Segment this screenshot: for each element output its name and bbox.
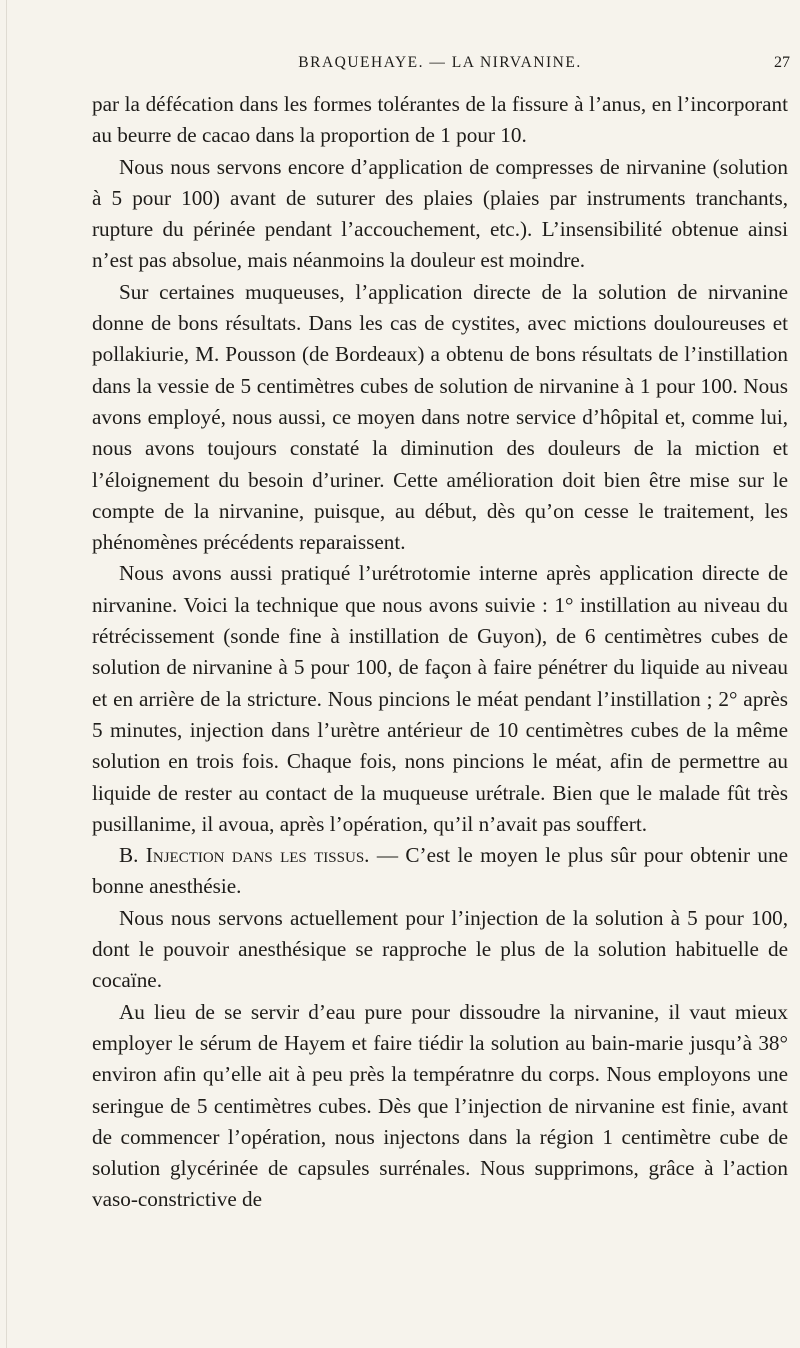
page-header <box>90 54 790 78</box>
paragraph-mucous-membranes: Sur certaines muqueuses, l’application directe de la solution de nirvanine donne de bons résultats. Dans les cas de cystites, avec mictions douloureuses et pollakiurie, M. Pousson (de Bordeaux) a obtenu de bons résultats de l’instillation dans la vessie de 5 centimètres cubes de solution de nirvanine à 1 pour 100. Nous avons employé, nous aussi, ce moyen dans notre service d’hôpital et, comme lui, nous avons toujours constaté la diminution des douleurs de la miction et l’éloignement du besoin d’uriner. Cette amélioration doit bien être mise sur le compte de la nirvanine, puisque, au début, dès qu’on cesse le traitement, les phénomènes précédents reparaissent. <box>92 279 788 555</box>
paragraph-section-b <box>92 840 788 903</box>
body-text <box>92 89 788 1216</box>
running-title: BRAQUEHAYE. — LA NIRVANINE. <box>298 54 582 71</box>
paragraph-urethrotomy: Nous avons aussi pratiqué l’urétrotomie interne après application directe de nirvanine. Voici la technique que nous avons suivie : 1° instillation au niveau du rétrécissement (sonde fine à instillation de Guyon), de 6 centimètres cubes de solution de nirvanine à 5 pour 100, de façon à faire pénétrer du liquide au niveau et en arrière de la stricture. Nous pincions le méat pendant l’instillation ; 2° après 5 minutes, injection dans l’urètre antérieur de 10 centimètres cubes de la même solution en trois fois. Chaque fois, nons pincions le méat, afin de permettre au liquide de rester au contact de la muqueuse urétrale. Bien que le malade fût très pusillanime, il avoua, après l’opération, qu’il n’avait pas souffert. <box>92 561 788 836</box>
paragraph-compresses: Nous nous servons encore d’application de compresses de nirvanine (solution à 5 pour 100) avant de suturer des plaies (plaies par instruments tranchants, rupture du périnée pendant l’accouchement, etc.). L’insensibilité obtenue ainsi n’est pas absolue, mais néanmoins la douleur est moindre. <box>92 154 788 273</box>
section-heading: B. Injection dans les tissus. <box>119 843 370 868</box>
page-gutter-edge <box>6 0 7 1348</box>
section-b-text: — C’est le moyen le plus sûr pour obtenir une bonne anesthésie. <box>92 843 788 899</box>
paragraph-solution-strength: Nous nous servons actuellement pour l’injection de la solution à 5 pour 100, dont le pouvoir anesthésique se rapproche le plus de la solution habituelle de cocaïne. <box>92 905 788 993</box>
paragraph-continuation: par la défécation dans les formes tolérantes de la fissure à l’anus, en l’incorporant au beurre de cacao dans la proportion de 1 pour 10. <box>92 92 788 148</box>
paragraph-preparation: Au lieu de se servir d’eau pure pour dissoudre la nirvanine, il vaut mieux employer le sérum de Hayem et faire tiédir la solution au bain-marie jusqu’à 38° environ afin qu’elle ait à peu près la températnre du corps. Nous employons une seringue de 5 centimètres cubes. Dès que l’injection de nirvanine est finie, avant de commencer l’opération, nous injectons dans la région 1 centimètre cube de solution glycérinée de capsules surrénales. Nous supprimons, grâce à l’action vaso-constrictive de <box>92 999 788 1212</box>
page-number: 27 <box>774 54 790 71</box>
